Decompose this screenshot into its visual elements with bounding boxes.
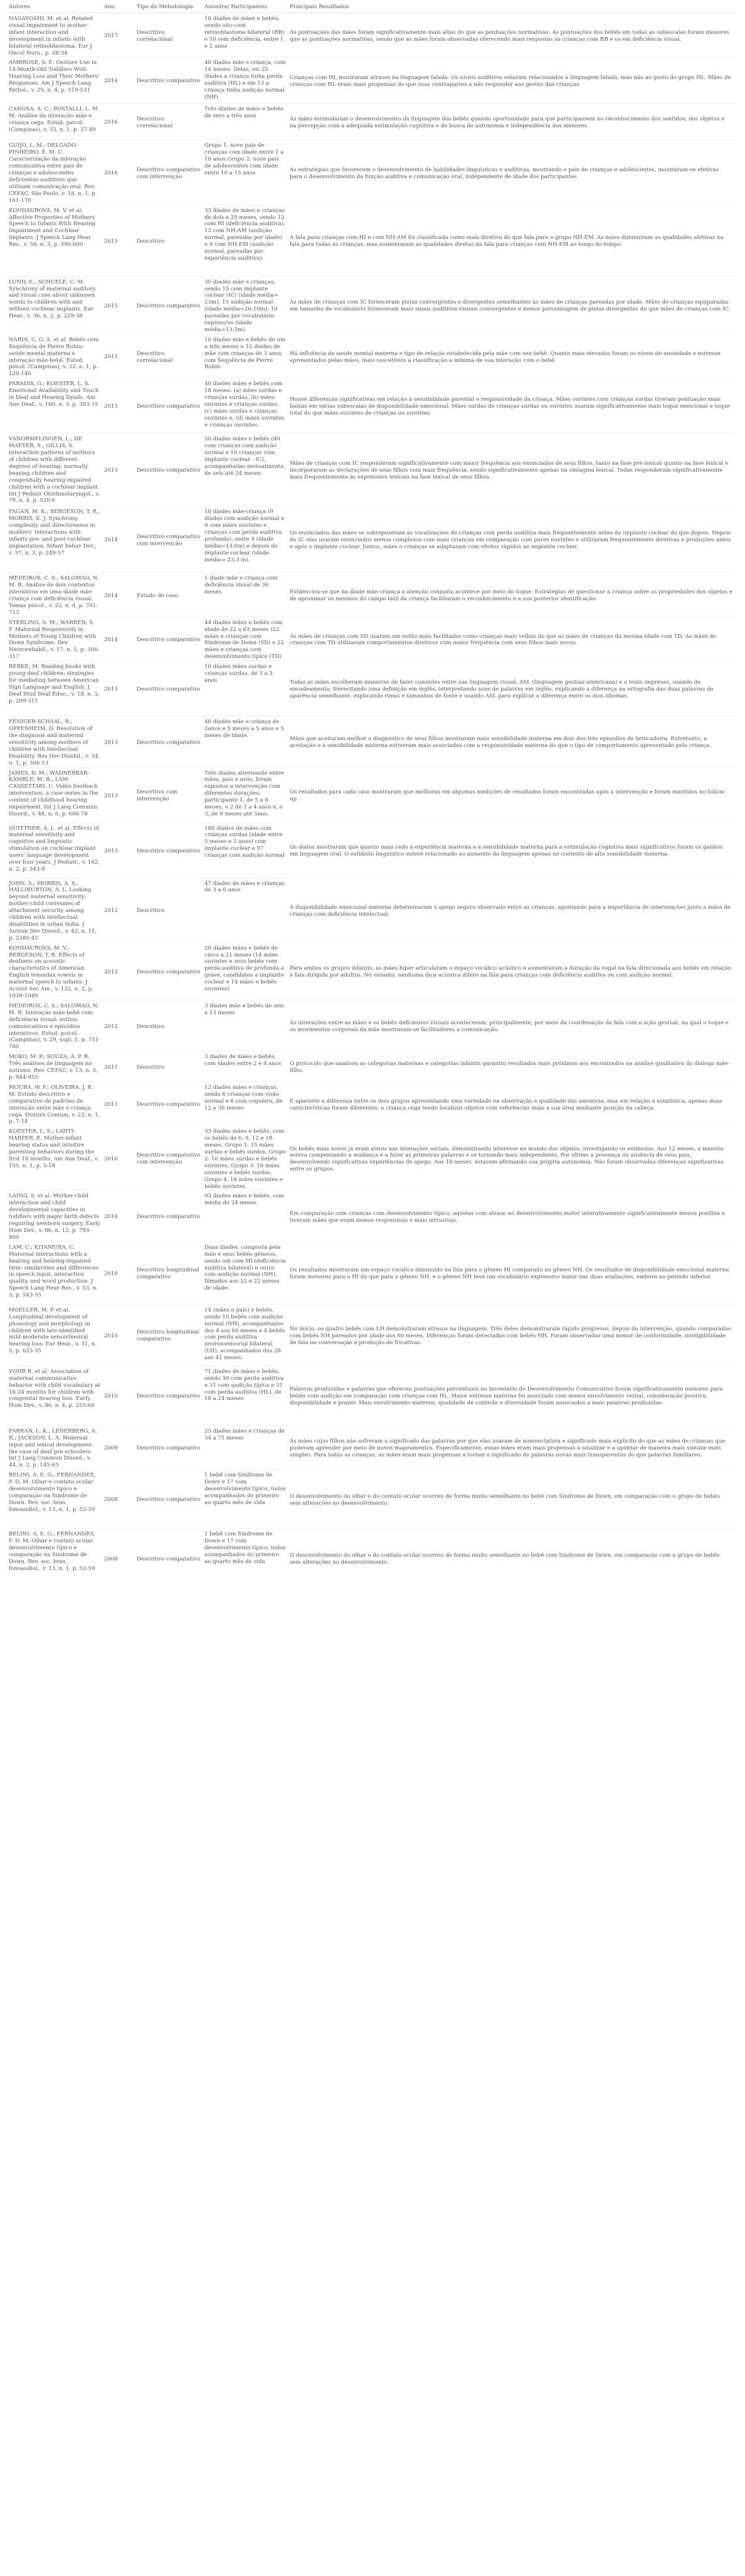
table-row: [9, 13, 736, 57]
cell-sample: 12 díades mães e crianças, sendo 6 crianças com visão normal e 6 com cegueira, de 12 a 36 meses: [204, 1081, 290, 1125]
table-row: [9, 1304, 736, 1365]
cell-results: Mães que aceitaram melhor o diagnóstico de seus filhos mostraram mais sensibilidade materna em dois dos três episódios de brincadeira. Entretanto, a aceitação e a sensibilidade materna estiveram mais associadas com a responsividade materna do que o tipo de comportamento apresentado pela criança.: [290, 716, 736, 767]
cell-results: Os enunciados das mães se sobrepuseram às vocalizações de crianças com perda auditiva mais frequentemente antes do implante coclear do que depois. Depois do IC elas usaram enunciados menos complexos com mais crianças em comparação com pares ouvintes e utilizaram frequentemente diretivas e produções antes e após o implante coclear. Juntos, mães e crianças se adaptaram com efeitos rápidos ao implante coclear.: [290, 506, 736, 573]
cell-method: Descritivo comparativo: [137, 378, 204, 433]
cell-results: Mães de crianças com IC responderam significativamente com maior frequência aos enunciados de seus filhos, tanto na fase pré-lexical quanto na fase lexical e incorporaram as declarações de seus filhos com mais frequência, sendo significativamente apenas na sintagma lexical. Todas responderam significativamente mais frequentemente às expressões lexicais na fase lexical de seus filhos.: [290, 433, 736, 506]
cell-authors: VANORMELINGEN, L.; DE MAEYER, S.; GILLIS, S. Interaction patterns of mothers of children with different degrees of hearing: normally hearing children and congenitally hearing-impaired children with a cochlear implant. Int J Pediatr Otorhinolaryngol., v. 79, n. 4, p. 520-6: [9, 433, 104, 506]
cell-year: 2010: [104, 1365, 137, 1425]
cell-method: Descritivo comparativo: [137, 433, 204, 506]
cell-authors: FAGAN, M. K.; BERGESON, T. R.; MORRIS, K. J. Synchrony, complexity and directiveness in mothers' interactions with infants pre- and post-cochlear implantation. Infant behav Dev., v. 37, n. 3, p. 249-57: [9, 506, 104, 573]
cell-method: Descritivo comparativo com intervenção: [137, 140, 204, 204]
table-row: [9, 822, 736, 877]
cell-year: 2011: [104, 1051, 137, 1082]
cell-authors: BELINI, A. E. G.; FERNANDES, F. D. M. Olhar e contato ocular desenvolvimento típico e comparação na Síndrome de Down. Rev. soc. bras. fonoaudiol., v. 13, n. 1, p. 52-59: [9, 1529, 104, 1587]
cell-sample: 188 díades de mães com crianças surdas (idade entre 5 meses e 5 anos) com implante coclear e 97 crianças com audição normal: [204, 822, 290, 877]
cell-authors: MEDEIROS, C. S.; SALOMAO, N. M. R. Interação mãe-bebê com deficiência visual: estilos comunicativos e episódios interativos. Estud. psicol. (Campinas), v. 29, supl. 1, p. 751-760: [9, 1000, 104, 1051]
table-row: [9, 1470, 736, 1529]
cell-method: Descritivo correlacional: [137, 103, 204, 140]
cell-results: O protocolo que analisou as categorias maternas e categorias infantis garantiu resultados mais próximos aos encontrados na análise qualitativa do diálogo mãe-filho.: [290, 1051, 736, 1082]
cell-authors: PARADIS, G.; KOESTER, L. S. Emotional Availability and Touch in Deaf and Hearing Dyads. Am Ann Deaf., v. 160, n. 3, p. 303-15: [9, 378, 104, 433]
cell-results: O desenvolvimento do olhar e do contato ocular ocorreu de forma muito semelhante no bebê com Síndrome de Down, em comparação com o grupo de bebês sem alterações no desenvolvimento.: [290, 1470, 736, 1529]
table-row: [9, 877, 736, 942]
cell-sample: 25 díades mães e crianças de 34 a 71 meses: [204, 1425, 290, 1469]
cell-sample: Três díades de mães e bebês de zero a três anos: [204, 103, 290, 140]
cell-year: 2010: [104, 1304, 137, 1365]
cell-results: As interações entre as mães e os bebês deficientes visuais aconteceram, principalmente, por meio da coordenação da fala com a ação gestual, na qual o toque e os movimentos corporais da mãe mostraram-se facilitadores a comunicação.: [290, 1000, 736, 1051]
table-row: [9, 378, 736, 433]
cell-authors: KONDAUROVA, M. V. et al. Affective Properties of Mothers' Speech to Infants With Hearing Impairment and Cochlear Implants. J Speech Lang Hear Res., v. 58, n. 3, p. 590-600: [9, 204, 104, 276]
cell-year: 2014: [104, 617, 137, 660]
cell-method: Descritivo correlacional: [137, 334, 204, 378]
table-row: [9, 103, 736, 140]
cell-results: Para ambos os grupos infantis, as mães hiper articularam o espaço vocálico acústico e aumentaram a duração da vogal na fala direcionada aos bebês em relação à fala dirigida por adultos. No entanto, nenhuma dica acústica difere na fala para crianças com deficiência auditiva ou com audição normal.: [290, 942, 736, 1000]
header-sample: Amostra/ Participantes: [204, 4, 290, 13]
cell-year: 2014: [104, 573, 137, 617]
cell-authors: LUND, E.; SCHUELE, C. M. Synchrony of maternal auditory and visual cues about unknown words to children with and without cochlear implants. Ear Hear., v. 36, n. 2, p. 229-38: [9, 276, 104, 334]
cell-authors: KOESTER, L. S.; LAHTI-HARPER, E. Mother-infant hearing status and intuitive parenting behaviors during the first 18 months. Am Ann Deaf., v. 155, n. 1, p. 5-18: [9, 1126, 104, 1190]
table-row: [9, 942, 736, 1000]
cell-year: 2013: [104, 716, 137, 767]
table-row: [9, 57, 736, 103]
cell-sample: 40 díades mãe e criança de 2anos e 5 meses a 5 anos e 5 meses de idade.: [204, 716, 290, 767]
cell-authors: NAGAYOSHI, M. et al. Related visual impairment to mother-infant interaction and development in infants with bilateral retinoblastoma. Eur J Oncol Nurs., p. 28-34: [9, 13, 104, 57]
cell-authors: GUIJO, L. M.; DELGADO-PINHEIRO, E. M. C. Caracterização da interação comunicativa entre pais de crianças e adolescentes deficientes auditivos que utilizam comunicação oral. Rev. CEFAC, São Paulo, v. 18, n. 1, p. 161-170: [9, 140, 104, 204]
cell-authors: MEDEIROS, C. S.; SALOMAO, N. M. R. Análise de dois contextos interativos em uma díade mãe-criança com deficiência visual. Temas psicol., v. 22, n. 4, p. 701-713: [9, 573, 104, 617]
cell-method: Descritivo comparativo: [137, 1529, 204, 1587]
cell-authors: CANOSA, A. C.; POSTALLI, L. M. M. Análise da interação mãe e criança cega. Estud. psicol. (Campinas), v. 33, n. 1, p. 37-49: [9, 103, 104, 140]
cell-method: Descritivo comparativo: [137, 1081, 204, 1125]
cell-authors: NARDI, C. G. A. et al. Bebês com Sequência de Pierre Robin: saúde mental materna e interação mãe-bebê. Estud. psicol. (Campinas), v. 32, n. 1, p. 129-140: [9, 334, 104, 378]
cell-method: Descritivo longitudinal comparativo: [137, 1304, 204, 1365]
cell-year: 2010: [104, 1241, 137, 1304]
cell-sample: Duas díades, composta pela mãe e seus bebês gêmeos, sendo um com HI (deficiência auditiva bilateral) e outro com audição normal (NH), filmados aos 12 e 22 meses de idade.: [204, 1241, 290, 1304]
cell-results: As mães estimularam o desenvolvimento da linguagem dos bebês quando oportunidade para que participassem no reconhecimento dos sentidos, dos objetos e na percepção com a adequada estimulação cognitiva e de busca de autonomia e independência dos menores.: [290, 103, 736, 140]
header-method: Tipo de Metodologia: [137, 4, 204, 13]
table-row: [9, 573, 736, 617]
cell-authors: BELINI, A. E. G.; FERNANDES, F. D. M. Olhar e contato ocular desenvolvimento típico e comparação na Síndrome de Down. Rev. soc. bras. fonoaudiol., v. 13, n. 1, p. 52-59: [9, 1470, 104, 1529]
cell-results: O desenvolvimento do olhar e do contato ocular ocorreu de forma muito semelhante no bebê com Síndrome de Down, em comparação com o grupo de bebês sem alterações no desenvolvimento.: [290, 1529, 736, 1587]
cell-results: A fala para crianças com HI e com NH-AM foi classificada como mais diretiva do que fala para o grupo NH-EM. As mães diminuíram as qualidades afetivas na fala para todas as crianças, mas aumentaram as qualidades diretas na fala para crianças com NH-EM ao longo do tempo.: [290, 204, 736, 276]
cell-method: Descritivo comparativo: [137, 276, 204, 334]
cell-sample: 93 díades mães e bebês, com média de 24 meses: [204, 1190, 290, 1241]
cell-sample: 33 díades de mães e crianças de dois a 25 meses, sendo 12 com HI (deficiência auditiva), 12 com NH-AM (audição normal, pareadas por idade) e 9 com NH-EM (audição normal, pareadas por experiência auditiva).: [204, 204, 290, 276]
cell-authors: AMBROSE, S. E. Gesture Use in 14-Month-Old Toddlers With Hearing Loss and Their Mothers' Responses. Am J Speech Lang Pathol., v. 25, n. 4, p. 519-531: [9, 57, 104, 103]
table-row: [9, 1365, 736, 1425]
table-row: [9, 1529, 736, 1587]
cell-sample: 40 díades mães e bebês com 18 meses: (a) mães surdas e crianças surdas, (b) mães ouvintes e crianças surdas, (c) mães surdas e crianças ouvintes e, (d) mães ouvintes e crianças ouvintes.: [204, 378, 290, 433]
cell-sample: 28 díades mães e bebês de cinco a 21 meses (14 mães ouvintes e seus bebês com perda auditiva de profunda a grave, candidatos a implante coclear e 14 mães e bebês ouvintes): [204, 942, 290, 1000]
cell-method: Descritivo comparativo: [137, 661, 204, 716]
cell-method: Descritivo comparativo: [137, 1425, 204, 1469]
cell-year: 2016: [104, 57, 137, 103]
cell-results: As estratégias que favorecem o desenvolvimento de habilidades linguísticas e auditivas, mostrando o pais de crianças e adolescentes, mostraram-se efetivas para o desenvolvimento da função auditiva e comunicação oral, independente de idade dos participantes: [290, 140, 736, 204]
cell-year: 2012: [104, 1000, 137, 1051]
header-authors: Autores: [9, 4, 104, 13]
table-row: [9, 661, 736, 716]
cell-year: 2015: [104, 276, 137, 334]
cell-sample: 47 díades de mães e crianças de 3 a 6 anos: [204, 877, 290, 942]
cell-method: Descritivo: [137, 877, 204, 942]
cell-sample: 50 díades mães e bebês (40 com crianças com audição normal e 10 crianças com implante coclear - IC), acompanhadas mensalmente, de seis até 24 meses.: [204, 433, 290, 506]
cell-results: Crianças com HL mostraram atrasos na linguagem falada. Os níveis auditivos estavam relacionados à linguagem falada, mas não ao gesto do grupo HL. Mães de crianças com HL eram mais propensas do que suas contrapartes a não responder aos gestos das crianças: [290, 57, 736, 103]
cell-sample: 10 díades mães surdas e crianças surdas, de 3 a 5 anos: [204, 661, 290, 716]
cell-results: Os resultados mostraram um espaço vocálico diminuído na fala para o gêmeo HI comparado ao gêmeo NH. Os resultados de disponibilidade emocional materna foram menores para o HI do que para o gêmeo NH, e o gêmeo NH teve um vocabulário expressivo maior nas duas avaliações, embora no período inferior.: [290, 1241, 736, 1304]
cell-authors: LAING, S. et al. Mother-child interaction and child developmental capacities in toddlers with major birth defects requiring newborn surgery. Early Hum Dev., v. 86, n. 12, p. 793-800: [9, 1190, 104, 1241]
cell-year: 2013: [104, 822, 137, 877]
table-row: [9, 433, 736, 506]
cell-sample: 3 díades mãe e bebês de seis a 13 meses: [204, 1000, 290, 1051]
cell-year: 2008: [104, 1470, 137, 1529]
cell-sample: 1 díade mãe e criança com deficiência visual de 36 meses: [204, 573, 290, 617]
cell-sample: Três díades alternando entre mães, pais e avós, foram expostos a intervenção com diferentes durações: participante 1, de 5 a 8 meses, o 2 de 3 a 4 anos e, o 3, de 9 meses até 3ano.: [204, 767, 290, 822]
cell-authors: JAMES, D. M.; WADNERKAR-KAMBLE, M. B.; LAM-CASSETTARI, C. Video feedback intervention: a case series in the context of childhood hearing impairment. Int J Lang Commun Disord., v. 48, n. 6, p. 666-78: [9, 767, 104, 822]
cell-year: 2013: [104, 661, 137, 716]
cell-method: Descritivo longitudinal comparativo: [137, 1241, 204, 1304]
cell-authors: VOHR B. et al. Association of maternal communicative behavior with child vocabulary at 18-24 months for children with congenital hearing loss. Early Hum Dev., v. 86, n. 4, p. 255-60: [9, 1365, 104, 1425]
cell-authors: LAM, C.; KITAMURA, C. Maternal interactions with a hearing and hearing-impaired twin: similarities and differences in speech input, interaction quality, and word production. J Speech Lang Hear Res., v. 53, n. 3, p. 543-55: [9, 1241, 104, 1304]
cell-year: 2017: [104, 13, 137, 57]
table-row: [9, 767, 736, 822]
cell-results: Os resultados para cada caso mostraram que melhoras em algumas medições de resultados foram encontradas após a intervenção e foram mantidos no follow-up.: [290, 767, 736, 822]
table-row: [9, 716, 736, 767]
cell-year: 2016: [104, 103, 137, 140]
cell-method: Descritivo comparativo com intervenção: [137, 1126, 204, 1190]
cell-method: Descritivo: [137, 1000, 204, 1051]
cell-method: Descritivo comparativo: [137, 1365, 204, 1425]
cell-year: 2008: [104, 1529, 137, 1587]
table-row: [9, 334, 736, 378]
cell-sample: 44 díades mães e bebês com idade de 22 a 63 meses (22 mães e crianças com Síndrome de Down (SD) e 22 mães e crianças com desenvolvimento típico (TD): [204, 617, 290, 660]
table-row: [9, 1425, 736, 1469]
cell-results: Evidenciou-se que na díade mãe-criança a atenção conjunta acontece por meio do toque. Estratégias de questionar a criança sobre as propriedades dos objetos e de aproximar os mesmos do campo tátil da criança facilitaram o reconhecimento e a sua posterior identificação.: [290, 573, 736, 617]
cell-results: Palavras produzidas e palavras que ofereceu pontuações percentuais no Inventário de Desenvolvimento Comunicativo foram significativamente menores para bebês com audição em comparação com crianças com HL. Maior estresse materno foi associado com menor envolvimento verbal, consideração positiva, disponibilidade e prazer. Mais envolvimento materno, qualidade de controle e diversidade foram associados a mais palavras produzidas.: [290, 1365, 736, 1425]
header-row: [9, 4, 736, 13]
cell-results: É aparente a diferença entre os dois grupos apresentando uma variedade na observação e qualidade das amostras, mas em relação a estatística, apenas duas características foram diferentes: a criança cega tende localizar objetos com referências mais a sua área mediante posição da cabeça.: [290, 1081, 736, 1125]
cell-method: Descritivo comparativo: [137, 942, 204, 1000]
cell-authors: MOKO, M. P.; SOUZA, A. P. R. Três análises de linguagem no autismo. Rev. CEFAC, v. 13, n. 5, p. 944-955: [9, 1051, 104, 1082]
cell-sample: 1 bebê com Síndrome de Down e 17 com desenvolvimento típico, todos acompanhados do primeiro ao quarto mês de vida: [204, 1529, 290, 1587]
cell-authors: QUITTNER, A. L. et al. Effects of maternal sensitivity and cognitive and linguistic stimulation on cochlear implant users' language development over four years. J Pediatr., v. 162, n. 2, p. 343-8: [9, 822, 104, 877]
table-row: [9, 617, 736, 660]
cell-authors: STERLING, A. M.; WARREN, S. F. Maternal Responsivity in Mothers of Young Children with Down Syndrome. Dev Neurorehabil., v. 17, n. 5, p. 306-317: [9, 617, 104, 660]
cell-results: Todas as mães escolheram maneiras de fazer conexões entre sua linguagem visual, ASL (linguagem gestual americana) e o texto impresso, usando de encadeamento, frerecitando uma definição em inglês, interpretando sons de palavras em inglês, explicando a diferença na ortografia das duas palavras de aparência semelhante, explicando rimas e tamanhos de fonte e usando ASL para explicar a diferença entre os dois idiomas.: [290, 661, 736, 716]
cell-sample: 3 díades de mães e bebês, com idades entre 2 e 4 anos: [204, 1051, 290, 1082]
header-year: Ano: [104, 4, 137, 13]
table-row: [9, 1126, 736, 1190]
cell-year: 2015: [104, 204, 137, 276]
cell-sample: 14 (mães e pais) e bebês, sendo 10 bebês com audição normal (NH), acompanhados dos 4 aos 60 meses e 4 bebês com perda auditiva neurossensorial bilateral (LH), acompanhados dos 28 aos 41 meses.: [204, 1304, 290, 1365]
cell-results: No início, os quatro bebês com LH demonstraram atrasos na linguagem. Três deles demonstraram rápido progresso, depois da intervenção, quando comparados com bebês NH pareados por idade aos 60 meses. Diferenças foram detectadas com bebês NH. Foram observadas uma menor de conformidade, inteligibilidade de fala na conversação e produção de fricativas.: [290, 1304, 736, 1365]
cell-year: 2010: [104, 1126, 137, 1190]
cell-method: Descritivo correlacional: [137, 13, 204, 57]
cell-sample: 71 díades de mães e bebês, sendo 30 com perda auditiva e 31 com audição típica e 31 com perda auditiva (HL), de 18 a 24 meses: [204, 1365, 290, 1425]
cell-method: Descritivo: [137, 204, 204, 276]
cell-year: 2011: [104, 1081, 137, 1125]
cell-authors: BERKE, M. Reading books with young deaf children: strategies for mediating between American Sign Language and English. J Deaf Stud Deaf Educ., v. 18, n. 3, p. 299-311: [9, 661, 104, 716]
cell-method: Descritivo comparativo: [137, 1470, 204, 1529]
cell-sample: 18 díades mãe-criança (9 díades com audição normal e 9 com mães ouvintes e crianças com perda auditiva profunda), entre 4 (idade média=13,6m) e depois do implante coclear (idade média= 23,3 m).: [204, 506, 290, 573]
cell-year: 2012: [104, 877, 137, 942]
cell-method: Estudo de caso: [137, 573, 204, 617]
cell-authors: MOELLER, M. P. et al. Longitudinal development of phonology and morphology in children with late-identified mild-moderate sensorineural hearing loss. Ear Hear., v. 31, n. 5, p. 625-35: [9, 1304, 104, 1365]
cell-results: Os bebês mais novos já eram ativos nas interações sociais, demonstrando interesse no mundo dos objetos, investigando os estímulos. Aos 12 meses, a maioria esteva compensando a mudança e a fazer as primeiras palavras e se tornando mais independente. Por último a presença ou ausência de seus pais, desenvolvendo significativas experiências de apego. Aos 18 meses, estavam afirmando sua própria autonomia. Não foram observadas diferenças significativas entre os grupos.: [290, 1126, 736, 1190]
cell-year: 2013: [104, 767, 137, 822]
cell-sample: 10 díades mãe e bebês de um a três meses e 12 díades de mãe com crianças de 3 anos com Sequência de Pierre Robin: [204, 334, 290, 378]
table-row: [9, 1081, 736, 1125]
cell-results: As mães cujos filhos não sofreram a significado das palavras por que elas usaram de nomenclatura e significado mais explícito do que as mães de crianças que puderam aprender por meio de novos mapeamentos. Especificamente, essas mães eram mais propensas a sinalizar e a apontar de maneira mais sintaxe mais simples. Para todas as crianças, as mães eram mais propensas a tornar o significado de palavras novas mais transparentes do que palavras familiares.: [290, 1425, 736, 1469]
cell-results: As mães de crianças com SD usaram um estilo mais facilitador como crianças mais velhas do que as mães de crianças da mesma idade com TD. As mães de crianças com TD utilizaram comportamentos diretivos com maior frequência com seus filhos mais novos.: [290, 617, 736, 660]
cell-year: 2009: [104, 1425, 137, 1469]
cell-results: A disponibilidade emocional materna determinaram o apego seguro observado entre as crianças; apontando para a importância de intervenções junto a mães de crianças com deficiência intelectual.: [290, 877, 736, 942]
table-row: [9, 276, 736, 334]
cell-sample: Grupo 1: nove pais de crianças com idade entre 1 a 10 anos Grupo 2: nove pais de adolescentes com idade entre 10 a 15 anos: [204, 140, 290, 204]
cell-year: 2010: [104, 1190, 137, 1241]
cell-method: Descritivo comparativo: [137, 57, 204, 103]
cell-year: 2016: [104, 140, 137, 204]
cell-results: As mães de crianças com IC forneceram pistas convergentes e divergentes semelhantes às mães de crianças pareadas por idade. Mães de crianças equiparadas em tamanho de vocabulário forneceram mais sinais auditivos-visuais convergentes e menor porcentagem de pistas divergentes do que mães de crianças com IC.: [290, 276, 736, 334]
cell-authors: FENIGER-SCHAAL, R.; OPPENHEIM, D. Resolution of the diagnosis and maternal sensitivity among mothers of children with Intellectual Disability. Res Dev Disabil., v. 34, n. 1, p. 306-13: [9, 716, 104, 767]
cell-year: 2014: [104, 506, 137, 573]
table-row: [9, 1241, 736, 1304]
cell-authors: KONDAUROVA, M. V.; BERGESON, T. R. Effects of deafness on acoustic characteristics of American English tense/lax vowels in maternal speech to infants. J Acoust Soc Am., v. 132, n. 2, p. 1039-1049: [9, 942, 104, 1000]
cell-results: Há influência da saúde mental materna e tipo de relação estabelecida pela mãe com seu bebê. Quanto mais elevados foram os níveis de ansiedade e estresse apresentados pelas mães, mais suscetíveis a classificação a mínima de sua interação com o bebê.: [290, 334, 736, 378]
cell-year: 2015: [104, 433, 137, 506]
cell-sample: 33 díades mães e bebês, com os bebês de 6, 9, 12 e 18 meses. Grupo 1: 15 mães surdas e bebês surdos, Grupo 2: 16 mães surdas e bebês ouvintes, Grupo 3: 16 mães ouvintes e bebês surdos, Grupo 4: 18 mães ouvintes e bebês ouvintes.: [204, 1126, 290, 1190]
cell-results: Houve diferenças significativas em relação à sensibilidade parental e responsividade da criança. Mães ouvintes com crianças surdas tiveram pontuação mais baixas em várias subescalas de disponibilidade emocional. Mães surdas de crianças surdas ou ouvintes usaram significativamente mais toque emocional e toque total do que mães ouvintes de crianças ou ouvintes.: [290, 378, 736, 433]
table-row: [9, 1051, 736, 1082]
cell-sample: 48 díades mãe e criança, com 14 meses. Delas, eis 25 díades a criança tinha perda auditiva (HL) e em 13 a criança tinha audição normal (NH): [204, 57, 290, 103]
cell-method: Descritivo: [137, 1051, 204, 1082]
table-row: [9, 1000, 736, 1051]
cell-authors: FARRAN, L. K.; LEDERBERG, A. R.; JACKSON, L. A. Maternal input and lexical development: the case of deaf pre-schoolers. Int J Lang Commun Disord., v. 44, n. 2, p. 145-63: [9, 1425, 104, 1469]
cell-results: As pontuações das mães foram significativamente mais altas do que as pontuações normativas. As pontuações dos bebês em todas as subescalas foram menores que as pontuações normativas, sendo que as mães foram observadas oferecendo mais respostas às crianças com RB e os em deficiência visual.: [290, 13, 736, 57]
table-body: [9, 13, 736, 1587]
cell-method: Descritivo com intervenção: [137, 767, 204, 822]
table-row: [9, 506, 736, 573]
cell-results: Os dados mostraram que quanto mais cedo a experiência materna e a sensibilidade materna para a estimulação cognitiva mais significativos foram os ganhos em linguagem oral. O estímulo linguístico esteve relacionado ao aumento da linguagem apenas no contexto de alta sensibilidade materna.: [290, 822, 736, 877]
cell-sample: 1 bebê com Síndrome de Down e 17 com desenvolvimento típico, todos acompanhados do primeiro ao quarto mês de vida: [204, 1470, 290, 1529]
cell-method: Descritivo comparativo: [137, 716, 204, 767]
table-row: [9, 1190, 736, 1241]
cell-sample: 30 díades mãe e crianças, sendo 15 com implante coclear (IC) (idade média= 23m); 15 audição normal (idade média=26,10m); 10 pareadas por vocabulário expressivo (idade média=13,5m).: [204, 276, 290, 334]
cell-method: Descritivo comparativo: [137, 822, 204, 877]
cell-year: 2015: [104, 334, 137, 378]
cell-year: 2012: [104, 942, 137, 1000]
cell-authors: JOHN, A.; MORRIS, A. S.; HALLIBURTON, A. L. Looking beyond maternal sensitivity: mother-child correlates of attachment security among children with intellectual disabilities in urban India. J Autism Dev Disord., v. 42, n. 11, p. 2385-45: [9, 877, 104, 942]
cell-year: 2015: [104, 378, 137, 433]
table-row: [9, 140, 736, 204]
cell-authors: MOURA, W. F.; OLIVEIRA, J. R. M. Estudo descritivo e comparativo de padrões de interação entre mãe e criança cega. Distúrb Comum, v. 23, n. 1, p. 7-14: [9, 1081, 104, 1125]
studies-table: [9, 4, 736, 1587]
cell-method: Descritivo comparativo com intervenção: [137, 506, 204, 573]
cell-method: Descritivo comparativo: [137, 617, 204, 660]
cell-sample: 18 díades de mães e bebês, sendo oito com retinoblastoma bilateral (RB) e 10 sem deficiência, entre 1 e 2 anos: [204, 13, 290, 57]
header-results: Principais Resultados: [290, 4, 736, 13]
table-header: [9, 4, 736, 13]
cell-method: Descritivo comparativo: [137, 1190, 204, 1241]
cell-results: Em comparação com crianças com desenvolvimento típico, aquelas com atraso no desenvolvimento motor interativamente significativamente menos positiva e tiveram mães que eram menos responsivas e mais intrusivas.: [290, 1190, 736, 1241]
table-row: [9, 204, 736, 276]
